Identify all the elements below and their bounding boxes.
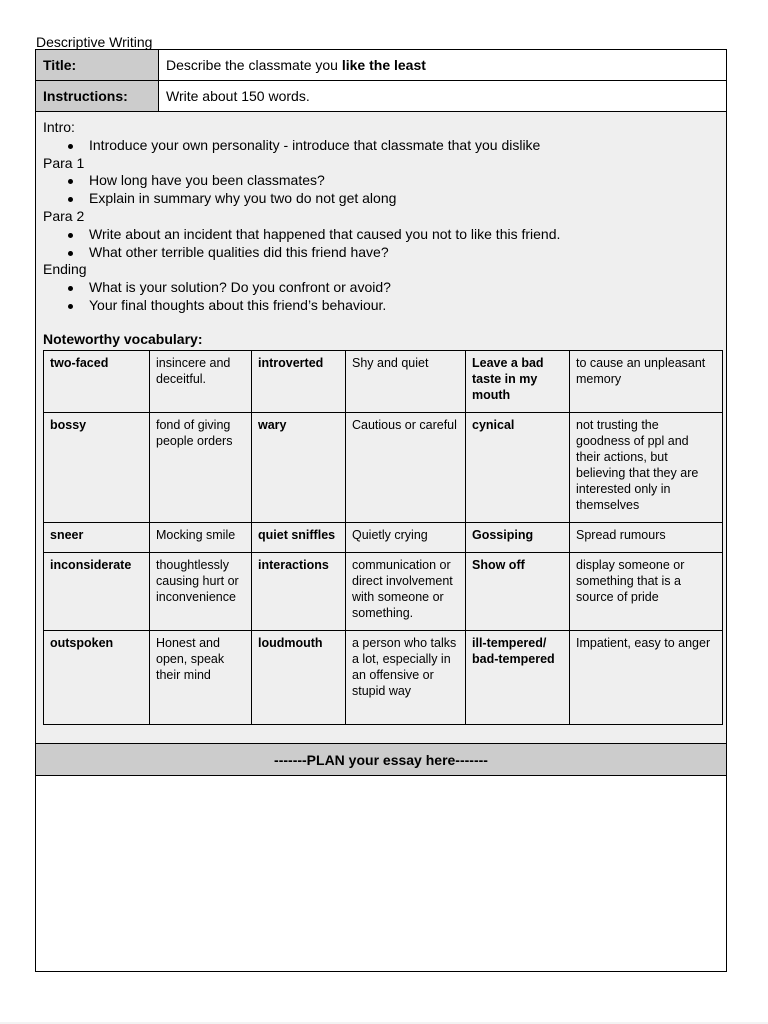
vocab-term: cynical: [466, 413, 570, 523]
plan-area[interactable]: [36, 776, 726, 971]
outline-point: Introduce your own personality - introduce that classmate that you dislike: [89, 137, 560, 155]
outline-point: How long have you been classmates?: [89, 172, 560, 190]
vocab-term: Leave a bad taste in my mouth: [466, 351, 570, 413]
vocab-definition: a person who talks a lot, especially in an offensive or stupid way: [346, 631, 466, 725]
vocab-definition: Quietly crying: [346, 523, 466, 553]
vocab-definition: thoughtlessly causing hurt or inconvenience: [150, 553, 252, 631]
outline-point: Your final thoughts about this friend’s behaviour.: [89, 297, 560, 315]
vocab-definition: not trusting the goodness of ppl and their actions, but believing that they are interested only in themselves: [570, 413, 723, 523]
essay-outline: [43, 119, 560, 315]
vocab-definition: Mocking smile: [150, 523, 252, 553]
vocab-heading: Noteworthy vocabulary:: [43, 331, 203, 347]
outline-heading: Ending: [43, 261, 87, 278]
vocab-term: wary: [252, 413, 346, 523]
outline-point: Explain in summary why you two do not get along: [89, 190, 560, 208]
vocab-definition: Honest and open, speak their mind: [150, 631, 252, 725]
title-label: Title:: [36, 50, 159, 80]
plan-header: -------PLAN your essay here-------: [36, 744, 726, 776]
vocab-term: outspoken: [44, 631, 150, 725]
title-value: [159, 50, 726, 80]
title-value-plain: Describe the classmate you: [166, 57, 342, 73]
vocab-row: [44, 413, 723, 523]
vocab-definition: Cautious or careful: [346, 413, 466, 523]
vocab-term: Gossiping: [466, 523, 570, 553]
outline-list: [43, 226, 560, 262]
instructions-row: [36, 81, 726, 112]
outline-heading: Para 2: [43, 207, 85, 224]
vocab-row: [44, 631, 723, 725]
vocab-definition: Impatient, easy to anger: [570, 631, 723, 725]
vocab-term: inconsiderate: [44, 553, 150, 631]
vocab-term: Show off: [466, 553, 570, 631]
vocab-definition: Spread rumours: [570, 523, 723, 553]
vocab-definition: insincere and deceitful.: [150, 351, 252, 413]
outline-list: [43, 137, 560, 155]
outline-list: [43, 279, 560, 315]
vocab-term: quiet sniffles: [252, 523, 346, 553]
vocab-term: ill-tempered/ bad-tempered: [466, 631, 570, 725]
vocab-term: sneer: [44, 523, 150, 553]
vocab-term: introverted: [252, 351, 346, 413]
outline-heading: Para 1: [43, 154, 85, 171]
vocab-term: two-faced: [44, 351, 150, 413]
vocab-definition: Shy and quiet: [346, 351, 466, 413]
vocab-definition: to cause an unpleasant memory: [570, 351, 723, 413]
vocab-definition: communication or direct involvement with someone or something.: [346, 553, 466, 631]
vocab-row: [44, 553, 723, 631]
vocab-term: loudmouth: [252, 631, 346, 725]
vocab-row: [44, 523, 723, 553]
vocab-table: [43, 350, 723, 725]
vocab-term: interactions: [252, 553, 346, 631]
outline-heading: Intro:: [43, 119, 75, 135]
outline-list: [43, 172, 560, 208]
outline-point: What other terrible qualities did this friend have?: [89, 244, 560, 262]
vocab-row: [44, 351, 723, 413]
document-title: Descriptive Writing: [36, 34, 153, 50]
outline-point: What is your solution? Do you confront or avoid?: [89, 279, 560, 297]
outline-point: Write about an incident that happened that caused you not to like this friend.: [89, 225, 561, 242]
vocab-definition: fond of giving people orders: [150, 413, 252, 523]
vocab-term: bossy: [44, 413, 150, 523]
instructions-value: Write about 150 words.: [166, 88, 310, 104]
assignment-table: [35, 49, 727, 972]
content-section: [36, 112, 726, 744]
instructions-label: Instructions:: [36, 81, 159, 111]
title-value-bold: like the least: [341, 57, 426, 73]
title-row: [36, 50, 726, 81]
vocab-definition: display someone or something that is a source of pride: [570, 553, 723, 631]
